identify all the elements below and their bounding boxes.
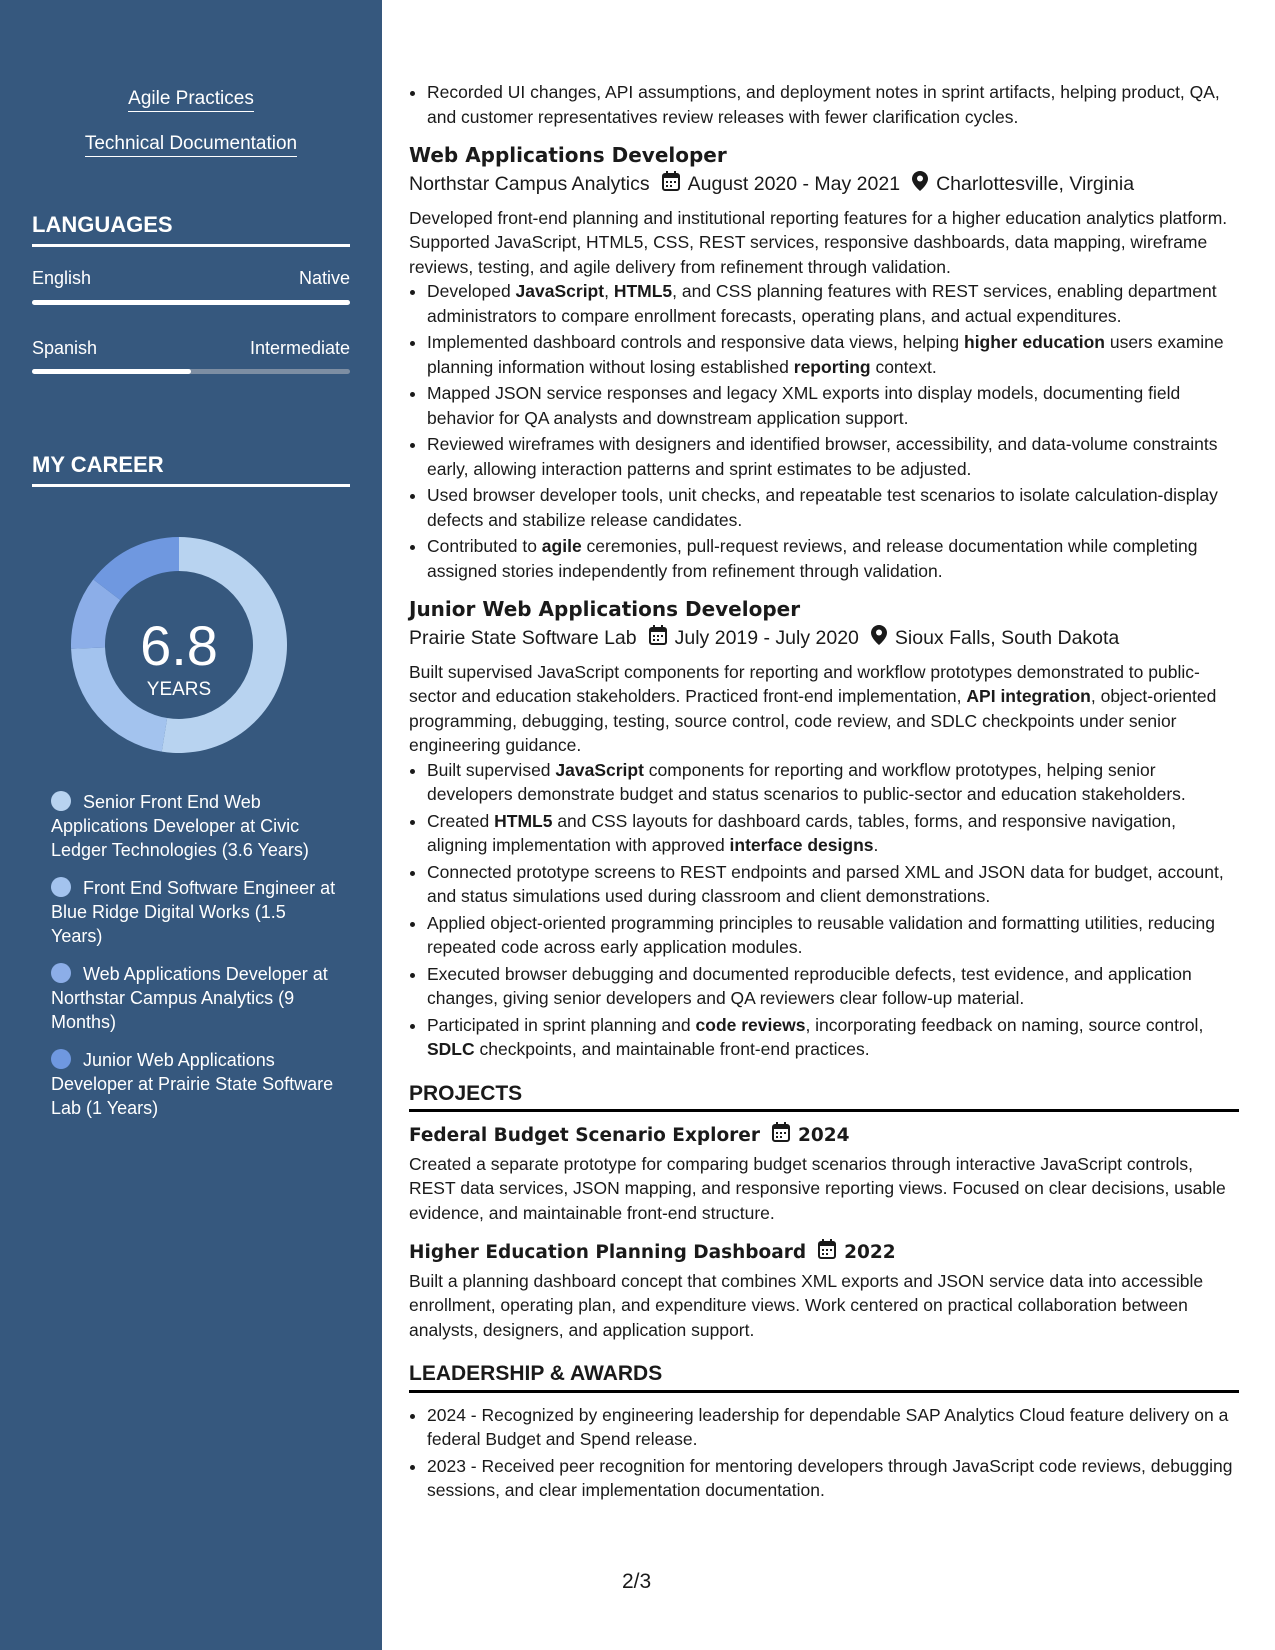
bullet: • Recorded UI changes, API assumptions, and deployment notes in sprint artifacts, helping product, QA, and customer representatives review releases with fewer clarification cycles. [427, 80, 1239, 129]
language-level: Intermediate [249, 338, 350, 358]
job-location: Sioux Falls, South Dakota [894, 627, 1120, 649]
projects-heading: PROJECTS [409, 1082, 1239, 1113]
skill-technical-documentation[interactable] [0, 133, 382, 155]
bullet: • Applied object-oriented programming principles to reusable validation and formatting utilities, reducing repeated code across early application modules. [427, 911, 1239, 960]
main-content [409, 80, 1239, 1505]
bullet: • Reviewed wireframes with designers and identified browser, accessibility, and data-volume constraints early, allowing interaction patterns and sprint estimates to be adjusted. [427, 432, 1239, 481]
legend-dot [51, 791, 71, 811]
bullet: • Developed JavaScript, HTML5, and CSS planning features with REST services, enabling department administrators to compare enrollment forecasts, operating plans, and actual expenditures. [427, 279, 1239, 328]
career-legend [51, 790, 341, 1134]
skill-label: Technical Documentation [85, 133, 297, 157]
legend-label: Front End Software Engineer at Blue Ridge Digital Works (1.5 Years) [51, 878, 336, 946]
awards-heading: LEADERSHIP & AWARDS [409, 1362, 1239, 1393]
legend-dot [51, 1049, 71, 1069]
language-name: Spanish [32, 338, 98, 358]
languages-heading: LANGUAGES [32, 212, 350, 247]
map-pin-icon [871, 625, 887, 652]
bullet: • Executed browser debugging and documented reproducible defects, test evidence, and application changes, giving senior developers and QA reviewers clear follow-up material. [427, 962, 1239, 1011]
language-bar-fill [32, 369, 191, 374]
job-bullets [409, 279, 1239, 583]
language-bar-fill [32, 300, 350, 305]
bullet: • Used browser developer tools, unit checks, and repeatable test scenarios to isolate calculation-display defects and stabilize release candidates. [427, 483, 1239, 532]
job-title: Junior Web Applications Developer [409, 597, 801, 621]
bullet: • Connected prototype screens to REST endpoints and parsed XML and JSON data for budget, account, and status simulations used during classroom and client demonstrations. [427, 860, 1239, 909]
job-meta [409, 625, 1239, 652]
language-english [32, 268, 350, 289]
company-name: Prairie State Software Lab [409, 627, 637, 649]
skill-label: Agile Practices [128, 88, 254, 112]
career-donut-chart [64, 530, 294, 760]
bullet: • Contributed to agile ceremonies, pull-request reviews, and release documentation while completing assigned stories independently from refinement through validation. [427, 534, 1239, 583]
calendar-icon [772, 1122, 790, 1150]
project-title: Higher Education Planning Dashboard [409, 1241, 807, 1263]
language-bar-spanish [32, 369, 350, 374]
bullet: • Mapped JSON service responses and legacy XML exports into display models, documenting field behavior for QA analysts and downstream application support. [427, 381, 1239, 430]
project-year: 2024 [797, 1124, 850, 1146]
project-title-row [409, 1122, 1239, 1150]
career-legend-item [51, 790, 341, 862]
legend-dot [51, 877, 71, 897]
legend-dot [51, 963, 71, 983]
project-description: Built a planning dashboard concept that combines XML exports and JSON service data into accessible enrollment, operating plan, and expenditure views. Work centered on practical collaboration between analysts, designers, and application support. [409, 1270, 1204, 1340]
job-bullets [409, 758, 1239, 1062]
bullet: • Implemented dashboard controls and responsive data views, helping higher education users examine planning information without losing established reporting context. [427, 330, 1239, 379]
language-level: Native [298, 268, 350, 288]
legend-label: Web Applications Developer at Northstar Campus Analytics (9 Months) [51, 964, 328, 1032]
calendar-icon [818, 1239, 836, 1267]
job-summary: Built supervised JavaScript components for reporting and workflow prototypes demonstrated to public-sector and education stakeholders. Practiced front-end implementation, API integration, object-oriented programming, debugging, testing, source control, code review, and SDLC checkpoints under senior engineering guidance. [409, 661, 1217, 755]
language-name: English [32, 268, 92, 288]
legend-label: Senior Front End Web Applications Developer at Civic Ledger Technologies (3.6 Years) [51, 792, 309, 860]
project-description: Created a separate prototype for comparing budget scenarios through interactive JavaScript controls, REST data services, JSON mapping, and responsive reporting views. Focused on clear decisions, usable evidence, and maintainable front-end structure. [409, 1153, 1226, 1223]
map-pin-icon [912, 171, 928, 198]
bullet: • Built supervised JavaScript components for reporting and workflow prototypes, helping senior developers demonstrate budget and status scenarios to public-sector and education stakeholders. [427, 758, 1239, 807]
career-legend-item [51, 876, 341, 948]
previous-job-bullets [409, 80, 1239, 129]
job-meta [409, 171, 1239, 198]
calendar-icon [662, 171, 680, 198]
award-item: • 2024 - Recognized by engineering leadership for dependable SAP Analytics Cloud feature delivery on a federal Budget and Spend release. [427, 1403, 1239, 1452]
project-title: Federal Budget Scenario Explorer [409, 1124, 760, 1146]
language-spanish [32, 338, 350, 359]
job-location: Charlottesville, Virginia [936, 173, 1135, 195]
award-item: • 2023 - Received peer recognition for mentoring developers through JavaScript code reviews, debugging sessions, and clear implementation documentation. [427, 1454, 1239, 1503]
project-year: 2022 [844, 1241, 896, 1263]
career-heading: MY CAREER [32, 452, 350, 487]
career-legend-item [51, 1048, 341, 1120]
job-title: Web Applications Developer [409, 143, 727, 167]
bullet: • Created HTML5 and CSS layouts for dashboard cards, tables, forms, and responsive navigation, aligning implementation with approved interface designs. [427, 809, 1239, 858]
sidebar [0, 0, 382, 1650]
project-title-row [409, 1239, 1239, 1267]
bullet: • Participated in sprint planning and code reviews, incorporating feedback on naming, source control, SDLC checkpoints, and maintainable front-end practices. [427, 1013, 1239, 1062]
job-summary: Developed front-end planning and institutional reporting features for a higher education analytics platform. Supported JavaScript, HTML5, CSS, REST services, responsive dashboards, data mapping, wireframe reviews, testing, and agile delivery from refinement through validation. [409, 207, 1228, 277]
career-total-value: 6.8 [140, 614, 218, 677]
legend-label: Junior Web Applications Developer at Prairie State Software Lab (1 Years) [51, 1050, 334, 1118]
career-total-unit: YEARS [146, 679, 212, 700]
job-dates: August 2020 - May 2021 [687, 173, 901, 195]
awards-list [409, 1403, 1239, 1503]
skill-agile-practices[interactable] [0, 88, 382, 110]
page-number: 2/3 [622, 1570, 652, 1593]
calendar-icon [649, 625, 667, 652]
company-name: Northstar Campus Analytics [409, 173, 650, 195]
career-legend-item [51, 962, 341, 1034]
language-bar-english [32, 300, 350, 305]
job-dates: July 2019 - July 2020 [674, 627, 859, 649]
